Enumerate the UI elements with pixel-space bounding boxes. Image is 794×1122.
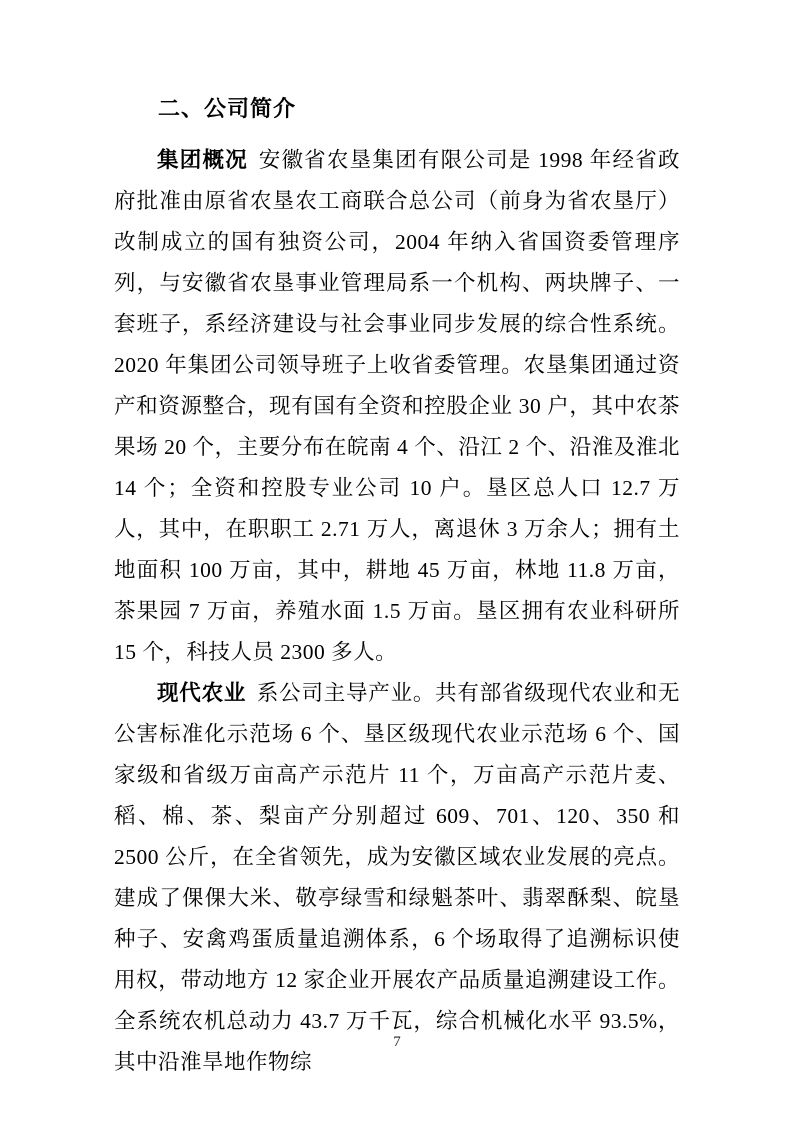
paragraph-modern-agriculture [114, 673, 680, 1083]
paragraph-lead-modern-agriculture: 现代农业 [157, 681, 247, 705]
document-body [114, 89, 680, 1083]
paragraph-group-overview [114, 140, 680, 673]
paragraph-lead-group-overview: 集团概况 [157, 148, 248, 172]
section-heading: 二、公司简介 [158, 97, 297, 122]
page-number: 7 [393, 1034, 401, 1050]
paragraph-text-modern-agriculture: 系公司主导产业。共有部省级现代农业和无公害标准化示范场 6 个、垦区级现代农业示范场 6 个、国家级和省级万亩高产示范片 11 个，万亩高产示范片麦、稻、棉、茶、梨亩产分别超过 609、701、120、350 和 2500 公斤，在全省领先，成为安徽区域农业发展的亮点。建成了倮倮大米、敬亭绿雪和绿魁茶叶、翡翠酥梨、皖垦种子、安禽鸡蛋质量追溯体系，6 个场取得了追溯标识使用权，带动地方 12 家企业开展农产品质量追溯建设工作。全系统农机总动力 43.7 万千瓦，综合机械化水平 93.5%，其中沿淮旱地作物综 [114, 681, 680, 1074]
paragraph-text-group-overview: 安徽省农垦集团有限公司是 1998 年经省政府批准由原省农垦农工商联合总公司（前身为省农垦厅）改制成立的国有独资公司，2004 年纳入省国资委管理序列，与安徽省农垦事业管理局系一个机构、两块牌子、一套班子，系经济建设与社会事业同步发展的综合性系统。2020 年集团公司领导班子上收省委管理。农垦集团通过资产和资源整合，现有国有全资和控股企业 30 户，其中农茶果场 20 个，主要分布在皖南 4 个、沿江 2 个、沿淮及淮北 14 个；全资和控股专业公司 10 户。垦区总人口 12.7 万人，其中，在职职工 2.71 万人，离退休 3 万余人；拥有土地面积 100 万亩，其中，耕地 45 万亩，林地 11.8 万亩，茶果园 7 万亩，养殖水面 1.5 万亩。垦区拥有农业科研所 15 个，科技人员 2300 多人。 [114, 148, 680, 664]
